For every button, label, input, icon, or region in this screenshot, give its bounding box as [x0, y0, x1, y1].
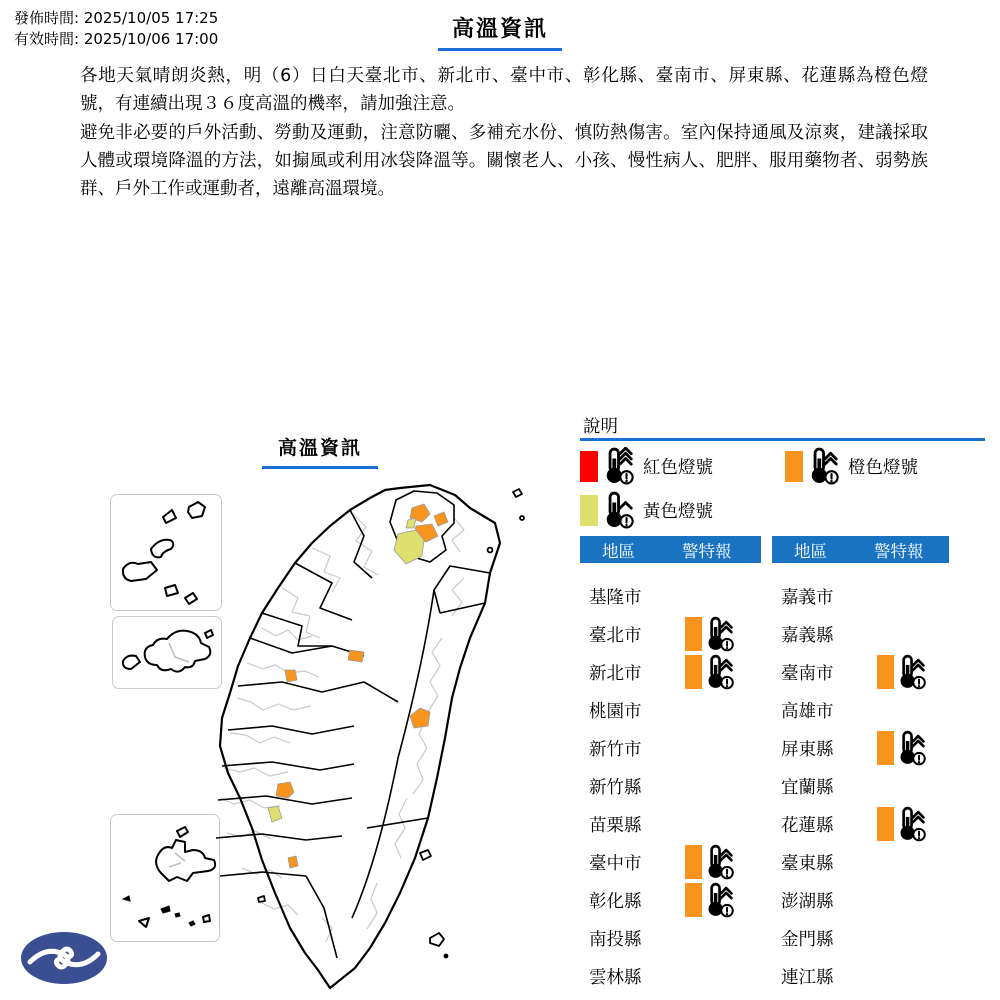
legend-divider	[580, 438, 985, 441]
table-row[interactable]	[772, 729, 962, 767]
warning-indicator	[685, 844, 735, 880]
warning-region-orange[interactable]	[276, 782, 294, 798]
region-name: 臺北市	[589, 625, 642, 646]
high-temp-warning-icon	[705, 654, 735, 690]
table-row[interactable]	[772, 691, 962, 729]
taiwan-warning-map[interactable]	[202, 478, 547, 993]
high-temp-warning-icon	[897, 806, 927, 842]
table-row[interactable]	[580, 843, 770, 881]
table-row[interactable]	[772, 805, 962, 843]
islet	[513, 489, 522, 497]
high-temp-warning-icon	[705, 882, 735, 918]
region-name: 臺南市	[781, 663, 834, 684]
effective-time: 有效時間: 2025/10/06 17:00	[14, 30, 219, 48]
table-row[interactable]	[772, 919, 962, 957]
page-title: 高溫資訊	[0, 12, 1000, 51]
table-row[interactable]	[580, 881, 770, 919]
table-header-right: 地區 警特報	[772, 536, 949, 563]
warning-indicator	[877, 654, 927, 690]
cwa-logo-icon	[18, 928, 110, 988]
legend-item-orange: 橙色燈號	[785, 447, 918, 485]
green-island	[420, 850, 431, 860]
region-name: 澎湖縣	[781, 891, 834, 912]
legend-item-red: 紅色燈號	[580, 447, 713, 485]
publish-time: 發佈時間: 2025/10/05 17:25	[14, 9, 219, 27]
region-name: 新北市	[589, 663, 642, 684]
warning-indicator	[685, 654, 735, 690]
region-name: 金門縣	[781, 929, 834, 950]
table-row[interactable]	[580, 729, 770, 767]
table-row[interactable]	[772, 577, 962, 615]
high-temp-warning-icon	[705, 616, 735, 652]
region-name: 苗栗縣	[589, 815, 642, 836]
high-temp-warning-icon	[705, 844, 735, 880]
table-row[interactable]	[580, 767, 770, 805]
region-name: 彰化縣	[589, 891, 642, 912]
table-row[interactable]	[580, 615, 770, 653]
table-row[interactable]	[580, 957, 770, 995]
islet	[445, 955, 448, 958]
region-name: 連江縣	[781, 967, 834, 988]
region-name: 基隆市	[589, 587, 642, 608]
warning-region-orange[interactable]	[410, 708, 430, 728]
warning-color-bar	[685, 617, 702, 651]
orchid-island	[430, 933, 444, 946]
region-table-right	[772, 577, 962, 995]
region-name: 臺中市	[589, 853, 642, 874]
region-name: 雲林縣	[589, 967, 642, 988]
table-row[interactable]	[772, 843, 962, 881]
region-name: 南投縣	[589, 929, 642, 950]
legend-item-yellow: 黃色燈號	[580, 491, 713, 529]
map-title: 高溫資訊	[262, 433, 378, 469]
table-row[interactable]	[772, 881, 962, 919]
table-row[interactable]	[772, 767, 962, 805]
region-name: 新竹市	[589, 739, 642, 760]
orange-swatch	[785, 451, 803, 482]
warning-color-bar	[877, 807, 894, 841]
warning-color-bar	[685, 883, 702, 917]
region-name: 嘉義市	[781, 587, 834, 608]
table-row[interactable]	[772, 653, 962, 691]
legend-title: 說明	[583, 417, 618, 437]
region-table-left	[580, 577, 770, 995]
region-name: 新竹縣	[589, 777, 642, 798]
advisory-paragraph-2: 避免非必要的戶外活動、勞動及運動，注意防曬、多補充水份、慎防熱傷害。室內保持通風及涼爽，建議採取人體或環境降溫的方法，如搧風或利用冰袋降溫等。關懷老人、小孩、慢性病人、肥胖、服用藥物者、弱勢族群、戶外工作或運動者，遠離高溫環境。	[80, 122, 928, 200]
high-temp-yellow-icon	[603, 491, 635, 529]
warning-region-yellow[interactable]	[406, 518, 416, 528]
warning-color-bar	[685, 845, 702, 879]
red-swatch	[580, 451, 598, 482]
region-name: 高雄市	[781, 701, 834, 722]
high-temp-orange-icon	[808, 447, 840, 485]
region-name: 屏東縣	[781, 739, 834, 760]
region-name: 嘉義縣	[781, 625, 834, 646]
advisory-text	[80, 62, 928, 204]
warning-color-bar	[685, 655, 702, 689]
table-row[interactable]	[772, 957, 962, 995]
warning-region-orange[interactable]	[288, 856, 298, 868]
islet	[488, 548, 493, 553]
warning-region-orange[interactable]	[348, 650, 364, 662]
warning-indicator	[877, 806, 927, 842]
warning-region-orange[interactable]	[285, 670, 297, 682]
table-row[interactable]	[580, 805, 770, 843]
region-name: 宜蘭縣	[781, 777, 834, 798]
high-temp-warning-icon	[897, 730, 927, 766]
warning-indicator	[877, 730, 927, 766]
yellow-swatch	[580, 495, 598, 526]
table-row[interactable]	[580, 577, 770, 615]
table-row[interactable]	[580, 919, 770, 957]
warning-indicator	[685, 882, 735, 918]
advisory-paragraph-1: 各地天氣晴朗炎熱，明（6）日白天臺北市、新北市、臺中市、彰化縣、臺南市、屏東縣、花蓮縣為橙色燈號，有連續出現３６度高溫的機率，請加強注意。	[80, 66, 928, 115]
table-row[interactable]	[580, 691, 770, 729]
table-row[interactable]	[580, 653, 770, 691]
liuqiu-island	[258, 896, 265, 902]
warning-indicator	[685, 616, 735, 652]
warning-region-yellow[interactable]	[268, 806, 282, 822]
region-name: 桃園市	[589, 701, 642, 722]
region-name: 花蓮縣	[781, 815, 834, 836]
high-temp-warning-icon	[897, 654, 927, 690]
warning-region-orange[interactable]	[434, 512, 448, 526]
table-header-left: 地區 警特報	[580, 536, 761, 563]
warning-color-bar	[877, 655, 894, 689]
table-row[interactable]	[772, 615, 962, 653]
region-name: 臺東縣	[781, 853, 834, 874]
taiwan-coastline[interactable]	[220, 485, 500, 988]
warning-color-bar	[877, 731, 894, 765]
high-temp-red-icon	[603, 447, 635, 485]
islet	[520, 516, 524, 520]
